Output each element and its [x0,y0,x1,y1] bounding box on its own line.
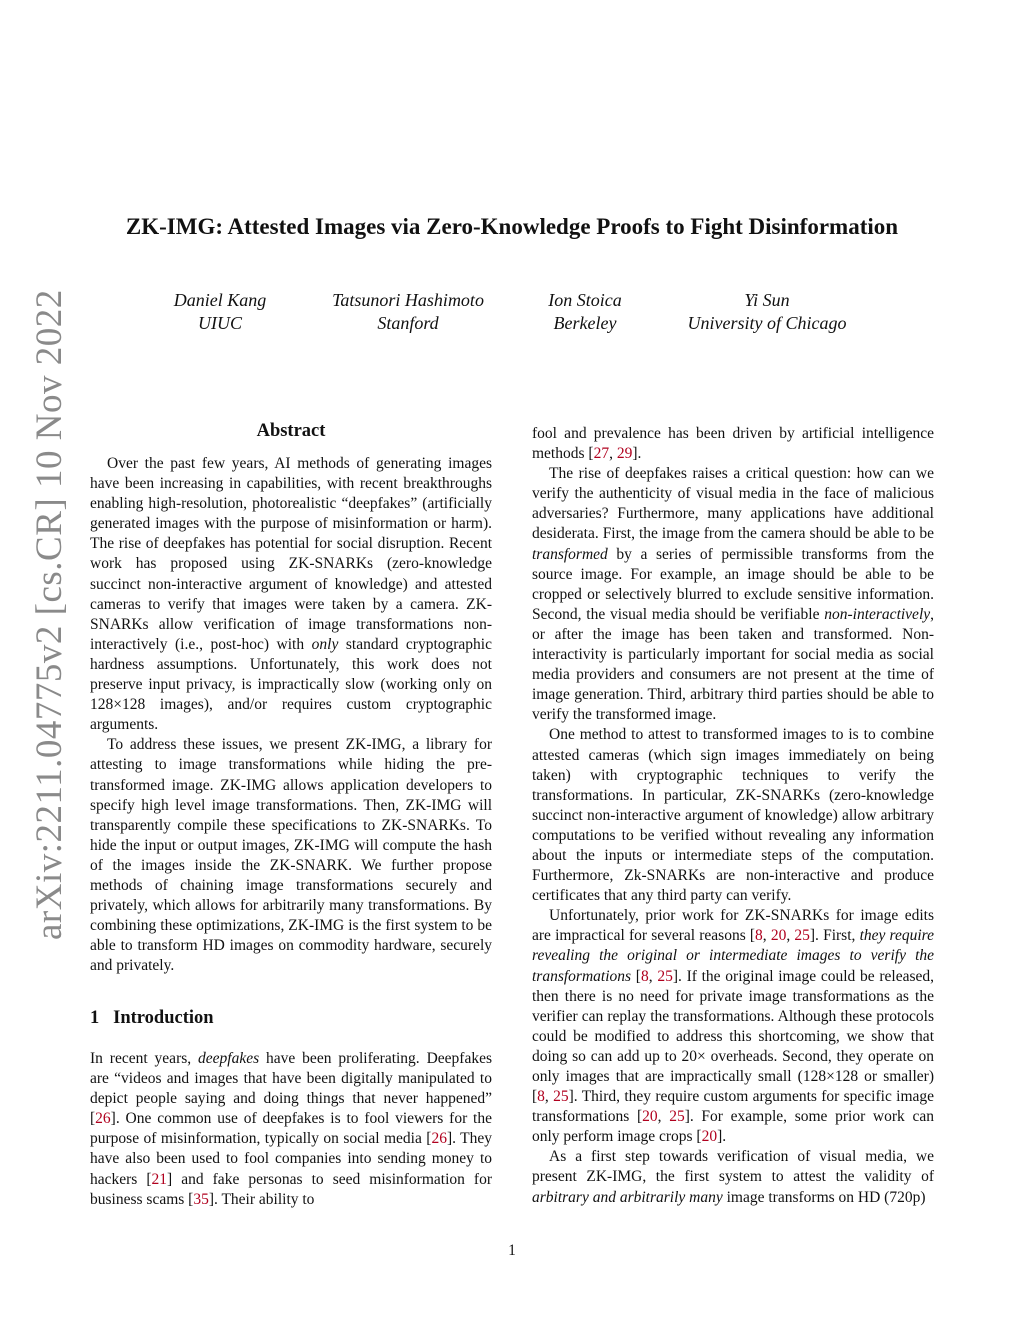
citation-link[interactable]: 25 [794,927,810,945]
intro-paragraph-4: Unfortunately, prior work for ZK-SNARKs for image edits are impractical for several reasons [8, 20, 25]. First, they require revealing the original or intermediate images to verify the transformations [8, 25]. If the original image could be released, then there is no need for private image transformations as the verifier can replay the transformations. Although these protocols could be modified to address this shortcoming, we show that doing so can add up to 20× overheads. Second, they operate on only images that are impractically small (128×128 or smaller) [8, 25]. Third, they require custom arguments for specific image transformations [20, 25]. For example, some prior work can only perform image crops [20]. [532,907,935,1146]
abstract-paragraph-2: To address these issues, we present ZK-IMG, a library for attesting to image transformations while hiding the pre-transformed image. ZK-IMG allows application developers to specify high level image transformations. Then, ZK-IMG will transparently compile these specifications to ZK-SNARKs. To hide the input or output images, ZK-IMG will compute the hash of the images inside the ZK-SNARK. We further propose methods of chaining image transformations securely and privately, which allows for arbitrarily many transformations. By combining these optimizations, ZK-IMG is the first system to be able to transform HD images on commodity hardware, securely and privately. [90,736,492,975]
intro-paragraph-3: One method to attest to transformed images to is to combine attested cameras (which sign images immediately on being taken) with cryptographic techniques to verify the transformations. In particular, ZK-SNARKs (zero-knowledge succinct non-interactive argument of knowledge) allow arbitrary computations to be verified without revealing any information about the inputs or intermediate steps of the computation. Furthermore, Zk-SNARKs are non-interactive and produce certificates that any third party can verify. [532,726,934,905]
author-name: Daniel Kang [173,290,267,310]
citation-link[interactable]: 8 [755,927,763,945]
citation-link[interactable]: 8 [640,967,649,985]
citation-link[interactable]: 25 [553,1088,569,1106]
author-1 [145,289,295,335]
author-name: Tatsunori Hashimoto [332,290,484,310]
citation-link[interactable]: 26 [431,1130,447,1148]
author-affiliation: Berkeley [553,313,617,333]
author-affiliation: Stanford [377,313,439,333]
intro-paragraph-2: The rise of deepfakes raises a critical question: how can we verify the authenticity of visual media in the face of malicious adversaries? Furthermore, many applications have additional desiderata. First, the image from the camera should be able to be transformed by a series of permissible transforms from the source image. For example, an image should be able to be cropped or selectively blurred to exclude sensitive information. Second, the visual media should be verifiable non-interactively, or after the image has been taken and transformed. Non-interactivity is particularly important for social media as social media providers and consumers are not present at the time of image generation. Third, arbitrary third parties should be able to verify the transformed image. [532,465,934,724]
arxiv-identifier-stamp: arXiv:2211.04775v2 [cs.CR] 10 Nov 2022 [29,289,70,940]
citation-link[interactable]: 20 [642,1108,658,1126]
author-4 [668,289,866,335]
citation-link[interactable]: 29 [616,445,633,463]
citation-link[interactable]: 8 [537,1088,545,1106]
abstract-body [90,454,492,976]
page-number: 1 [508,1242,516,1259]
citation-link[interactable]: 21 [151,1170,168,1188]
citation-link[interactable]: 35 [193,1190,209,1208]
intro-continuation: fool and prevalence has been driven by artificial intelligence methods [27, 29]. [532,425,934,463]
intro-body-right [532,424,934,1208]
intro-paragraph-5: As a first step towards verification of visual media, we present ZK-IMG, the first system to attest the validity of arbitrary and arbitrarily many image transforms on HD (720p) [532,1148,934,1206]
author-2 [308,289,508,335]
author-affiliation: UIUC [198,313,242,333]
citation-link[interactable]: 27 [593,445,610,463]
citation-link[interactable]: 25 [669,1108,685,1126]
intro-heading: 1 Introduction [90,1008,214,1028]
citation-link[interactable]: 20 [770,927,787,945]
abstract-heading: Abstract [256,421,326,441]
intro-body-left [90,1049,492,1210]
author-affiliation: University of Chicago [687,313,847,333]
author-3 [515,289,655,335]
citation-link[interactable]: 25 [657,967,673,985]
paper-title: ZK-IMG: Attested Images via Zero-Knowledge Proofs to Fight Disinformation [125,214,899,239]
abstract-paragraph-1: Over the past few years, AI methods of generating images have been increasing in capabilities, with recent breakthroughs enabling high-resolution, photorealistic “deepfakes” (artificially generated images with the purpose of misinformation or harm). The rise of deepfakes has potential for social disruption. Recent work has proposed using ZK-SNARKs (zero-knowledge succinct non-interactive argument of knowledge) and attested cameras to verify that images were taken by a camera. ZK-SNARKs allow verification of image transformations non-interactively (i.e., post-hoc) with only standard cryptographic hardness assumptions. Unfortunately, this work does not preserve input privacy, is impractically slow (working only on 128×128 images), and/or requires custom cryptographic arguments. [90,455,492,734]
author-name: Ion Stoica [548,290,622,310]
citation-link[interactable]: 20 [701,1128,718,1146]
citation-link[interactable]: 26 [95,1110,111,1128]
author-name: Yi Sun [744,290,790,310]
intro-paragraph-1: In recent years, deepfakes have been proliferating. Deepfakes are “videos and images that have been digitally manipulated to depict people saying and doing things that never happened” [26]. One common use of deepfakes is to fool viewers for the purpose of misinformation, typically on social media [26]. They have also been used to fool companies into sending money to hackers [21] and fake personas to seed misinformation for business scams [35]. Their ability to [90,1050,492,1208]
